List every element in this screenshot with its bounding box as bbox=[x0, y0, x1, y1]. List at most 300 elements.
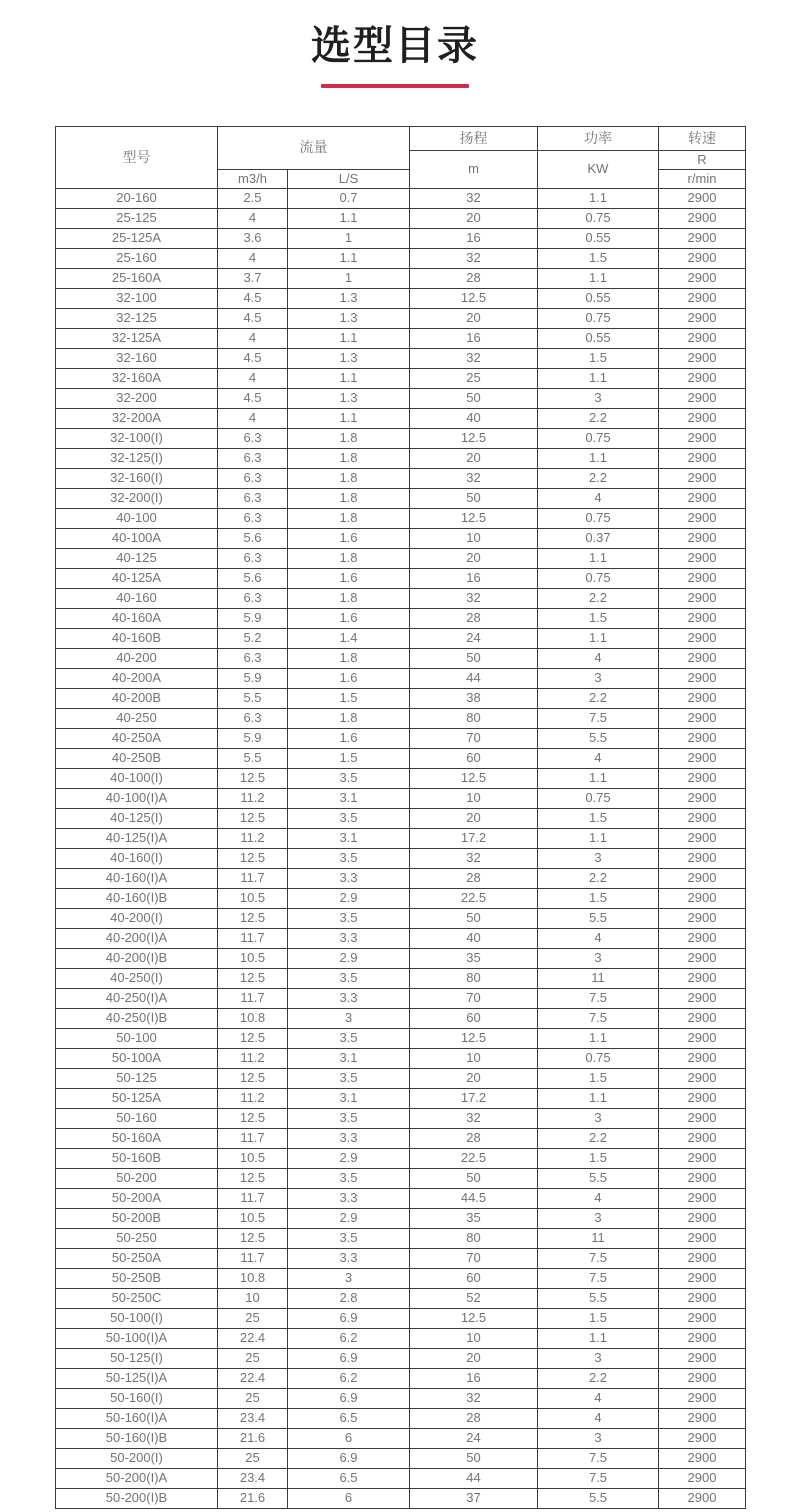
model-cell: 40-100(I)A bbox=[56, 789, 218, 809]
head-cell: 80 bbox=[410, 1229, 538, 1249]
speed-cell: 2900 bbox=[659, 1069, 746, 1089]
head-cell: 12.5 bbox=[410, 1309, 538, 1329]
table-header bbox=[56, 127, 746, 189]
flow-ls-cell: 3.1 bbox=[288, 789, 410, 809]
model-cell: 50-250A bbox=[56, 1249, 218, 1269]
column-header-head: 扬程 bbox=[410, 127, 538, 151]
head-cell: 50 bbox=[410, 389, 538, 409]
flow-ls-cell: 1.8 bbox=[288, 589, 410, 609]
flow-m3h-cell: 25 bbox=[218, 1449, 288, 1469]
head-cell: 22.5 bbox=[410, 889, 538, 909]
power-cell: 1.5 bbox=[538, 349, 659, 369]
power-cell: 5.5 bbox=[538, 729, 659, 749]
power-cell: 0.55 bbox=[538, 229, 659, 249]
power-cell: 4 bbox=[538, 489, 659, 509]
flow-m3h-cell: 5.5 bbox=[218, 749, 288, 769]
speed-cell: 2900 bbox=[659, 789, 746, 809]
table-row bbox=[56, 669, 746, 689]
flow-m3h-cell: 21.6 bbox=[218, 1429, 288, 1449]
model-cell: 40-160(I)B bbox=[56, 889, 218, 909]
flow-ls-cell: 1.3 bbox=[288, 389, 410, 409]
power-cell: 7.5 bbox=[538, 1009, 659, 1029]
flow-ls-cell: 6.9 bbox=[288, 1389, 410, 1409]
power-cell: 3 bbox=[538, 1209, 659, 1229]
flow-ls-cell: 2.9 bbox=[288, 1149, 410, 1169]
flow-ls-cell: 1.1 bbox=[288, 249, 410, 269]
flow-m3h-cell: 12.5 bbox=[218, 1069, 288, 1089]
head-cell: 80 bbox=[410, 969, 538, 989]
table-row bbox=[56, 809, 746, 829]
unit-header-head-m: m bbox=[410, 151, 538, 189]
flow-ls-cell: 1.8 bbox=[288, 649, 410, 669]
flow-m3h-cell: 10 bbox=[218, 1289, 288, 1309]
power-cell: 4 bbox=[538, 929, 659, 949]
flow-ls-cell: 3.5 bbox=[288, 1109, 410, 1129]
speed-cell: 2900 bbox=[659, 409, 746, 429]
speed-cell: 2900 bbox=[659, 509, 746, 529]
flow-m3h-cell: 12.5 bbox=[218, 909, 288, 929]
speed-cell: 2900 bbox=[659, 1209, 746, 1229]
speed-cell: 2900 bbox=[659, 569, 746, 589]
table-row bbox=[56, 1229, 746, 1249]
head-cell: 20 bbox=[410, 549, 538, 569]
flow-ls-cell: 3.3 bbox=[288, 869, 410, 889]
head-cell: 20 bbox=[410, 309, 538, 329]
flow-ls-cell: 3.1 bbox=[288, 1049, 410, 1069]
speed-cell: 2900 bbox=[659, 829, 746, 849]
power-cell: 1.1 bbox=[538, 1029, 659, 1049]
power-cell: 2.2 bbox=[538, 409, 659, 429]
flow-ls-cell: 1.4 bbox=[288, 629, 410, 649]
flow-m3h-cell: 11.2 bbox=[218, 829, 288, 849]
head-cell: 32 bbox=[410, 589, 538, 609]
model-cell: 50-125(I)A bbox=[56, 1369, 218, 1389]
model-cell: 50-100(I)A bbox=[56, 1329, 218, 1349]
head-cell: 10 bbox=[410, 789, 538, 809]
flow-m3h-cell: 4 bbox=[218, 369, 288, 389]
head-cell: 60 bbox=[410, 749, 538, 769]
flow-m3h-cell: 11.2 bbox=[218, 1049, 288, 1069]
speed-cell: 2900 bbox=[659, 889, 746, 909]
head-cell: 17.2 bbox=[410, 1089, 538, 1109]
model-cell: 40-100(I) bbox=[56, 769, 218, 789]
flow-m3h-cell: 4.5 bbox=[218, 389, 288, 409]
power-cell: 1.1 bbox=[538, 829, 659, 849]
flow-m3h-cell: 11.7 bbox=[218, 1189, 288, 1209]
head-cell: 32 bbox=[410, 1389, 538, 1409]
flow-m3h-cell: 4.5 bbox=[218, 289, 288, 309]
flow-ls-cell: 3.1 bbox=[288, 1089, 410, 1109]
speed-cell: 2900 bbox=[659, 309, 746, 329]
model-cell: 40-125(I) bbox=[56, 809, 218, 829]
model-cell: 40-250 bbox=[56, 709, 218, 729]
power-cell: 4 bbox=[538, 1189, 659, 1209]
table-row bbox=[56, 1109, 746, 1129]
speed-cell: 2900 bbox=[659, 969, 746, 989]
flow-m3h-cell: 11.7 bbox=[218, 1249, 288, 1269]
head-cell: 60 bbox=[410, 1009, 538, 1029]
speed-cell: 2900 bbox=[659, 849, 746, 869]
speed-cell: 2900 bbox=[659, 1469, 746, 1489]
speed-cell: 2900 bbox=[659, 249, 746, 269]
flow-m3h-cell: 5.9 bbox=[218, 729, 288, 749]
speed-cell: 2900 bbox=[659, 909, 746, 929]
model-cell: 40-125A bbox=[56, 569, 218, 589]
flow-ls-cell: 1.1 bbox=[288, 329, 410, 349]
table-row bbox=[56, 509, 746, 529]
speed-cell: 2900 bbox=[659, 549, 746, 569]
table-row bbox=[56, 1269, 746, 1289]
speed-cell: 2900 bbox=[659, 949, 746, 969]
table-row bbox=[56, 309, 746, 329]
table-row bbox=[56, 1249, 746, 1269]
speed-cell: 2900 bbox=[659, 1409, 746, 1429]
speed-cell: 2900 bbox=[659, 1129, 746, 1149]
power-cell: 0.75 bbox=[538, 309, 659, 329]
head-cell: 12.5 bbox=[410, 429, 538, 449]
power-cell: 1.5 bbox=[538, 809, 659, 829]
model-cell: 20-160 bbox=[56, 189, 218, 209]
speed-cell: 2900 bbox=[659, 869, 746, 889]
table-row bbox=[56, 1489, 746, 1509]
model-cell: 50-200 bbox=[56, 1169, 218, 1189]
table-row bbox=[56, 1209, 746, 1229]
speed-cell: 2900 bbox=[659, 1309, 746, 1329]
power-cell: 1.5 bbox=[538, 609, 659, 629]
power-cell: 0.37 bbox=[538, 529, 659, 549]
model-cell: 40-250A bbox=[56, 729, 218, 749]
title-underline-divider bbox=[321, 84, 469, 88]
model-cell: 40-160 bbox=[56, 589, 218, 609]
flow-m3h-cell: 10.5 bbox=[218, 1149, 288, 1169]
speed-cell: 2900 bbox=[659, 689, 746, 709]
model-cell: 40-250(I) bbox=[56, 969, 218, 989]
power-cell: 1.1 bbox=[538, 369, 659, 389]
model-cell: 40-160B bbox=[56, 629, 218, 649]
model-cell: 40-200A bbox=[56, 669, 218, 689]
table-row bbox=[56, 1329, 746, 1349]
model-cell: 32-160(I) bbox=[56, 469, 218, 489]
speed-cell: 2900 bbox=[659, 529, 746, 549]
table-row bbox=[56, 1309, 746, 1329]
table-row bbox=[56, 689, 746, 709]
unit-header-speed-r: R bbox=[659, 151, 746, 170]
flow-ls-cell: 1.5 bbox=[288, 689, 410, 709]
power-cell: 2.2 bbox=[538, 589, 659, 609]
flow-m3h-cell: 5.9 bbox=[218, 669, 288, 689]
flow-ls-cell: 3.3 bbox=[288, 1249, 410, 1269]
head-cell: 32 bbox=[410, 1109, 538, 1129]
flow-m3h-cell: 5.9 bbox=[218, 609, 288, 629]
flow-m3h-cell: 6.3 bbox=[218, 709, 288, 729]
head-cell: 10 bbox=[410, 1329, 538, 1349]
table-row bbox=[56, 1149, 746, 1169]
model-cell: 40-160(I)A bbox=[56, 869, 218, 889]
power-cell: 1.1 bbox=[538, 769, 659, 789]
table-row bbox=[56, 709, 746, 729]
flow-m3h-cell: 4 bbox=[218, 249, 288, 269]
flow-ls-cell: 1 bbox=[288, 269, 410, 289]
flow-ls-cell: 6.9 bbox=[288, 1349, 410, 1369]
table-row bbox=[56, 1409, 746, 1429]
speed-cell: 2900 bbox=[659, 709, 746, 729]
power-cell: 5.5 bbox=[538, 1289, 659, 1309]
speed-cell: 2900 bbox=[659, 1049, 746, 1069]
flow-m3h-cell: 6.3 bbox=[218, 549, 288, 569]
table-row bbox=[56, 209, 746, 229]
flow-ls-cell: 3 bbox=[288, 1269, 410, 1289]
power-cell: 0.75 bbox=[538, 789, 659, 809]
flow-m3h-cell: 4.5 bbox=[218, 309, 288, 329]
flow-ls-cell: 1 bbox=[288, 229, 410, 249]
flow-m3h-cell: 12.5 bbox=[218, 1029, 288, 1049]
power-cell: 7.5 bbox=[538, 1449, 659, 1469]
head-cell: 44 bbox=[410, 669, 538, 689]
model-cell: 50-100(I) bbox=[56, 1309, 218, 1329]
flow-m3h-cell: 10.5 bbox=[218, 889, 288, 909]
speed-cell: 2900 bbox=[659, 1029, 746, 1049]
model-cell: 32-125 bbox=[56, 309, 218, 329]
table-row bbox=[56, 289, 746, 309]
power-cell: 4 bbox=[538, 649, 659, 669]
speed-cell: 2900 bbox=[659, 729, 746, 749]
flow-ls-cell: 1.5 bbox=[288, 749, 410, 769]
flow-ls-cell: 1.8 bbox=[288, 429, 410, 449]
flow-ls-cell: 1.8 bbox=[288, 489, 410, 509]
power-cell: 7.5 bbox=[538, 1269, 659, 1289]
table-row bbox=[56, 989, 746, 1009]
power-cell: 2.2 bbox=[538, 689, 659, 709]
power-cell: 2.2 bbox=[538, 1369, 659, 1389]
table-row bbox=[56, 849, 746, 869]
head-cell: 16 bbox=[410, 569, 538, 589]
head-cell: 70 bbox=[410, 729, 538, 749]
table-row bbox=[56, 249, 746, 269]
head-cell: 17.2 bbox=[410, 829, 538, 849]
flow-ls-cell: 3.3 bbox=[288, 989, 410, 1009]
flow-m3h-cell: 22.4 bbox=[218, 1329, 288, 1349]
table-row bbox=[56, 1049, 746, 1069]
flow-ls-cell: 3.5 bbox=[288, 769, 410, 789]
power-cell: 7.5 bbox=[538, 709, 659, 729]
model-cell: 40-160A bbox=[56, 609, 218, 629]
model-cell: 40-200 bbox=[56, 649, 218, 669]
flow-ls-cell: 1.1 bbox=[288, 409, 410, 429]
power-cell: 1.5 bbox=[538, 1309, 659, 1329]
flow-ls-cell: 0.7 bbox=[288, 189, 410, 209]
flow-m3h-cell: 5.6 bbox=[218, 529, 288, 549]
table-body bbox=[56, 189, 746, 1509]
flow-ls-cell: 1.1 bbox=[288, 369, 410, 389]
head-cell: 32 bbox=[410, 189, 538, 209]
model-cell: 50-160B bbox=[56, 1149, 218, 1169]
column-header-model: 型号 bbox=[56, 127, 218, 189]
speed-cell: 2900 bbox=[659, 349, 746, 369]
model-cell: 40-250(I)A bbox=[56, 989, 218, 1009]
model-cell: 40-200(I) bbox=[56, 909, 218, 929]
speed-cell: 2900 bbox=[659, 1149, 746, 1169]
speed-cell: 2900 bbox=[659, 1229, 746, 1249]
flow-m3h-cell: 12.5 bbox=[218, 849, 288, 869]
flow-ls-cell: 2.9 bbox=[288, 1209, 410, 1229]
model-cell: 40-200B bbox=[56, 689, 218, 709]
head-cell: 20 bbox=[410, 809, 538, 829]
model-cell: 32-125(I) bbox=[56, 449, 218, 469]
table-row bbox=[56, 889, 746, 909]
speed-cell: 2900 bbox=[659, 809, 746, 829]
table-row bbox=[56, 1369, 746, 1389]
head-cell: 38 bbox=[410, 689, 538, 709]
head-cell: 28 bbox=[410, 609, 538, 629]
flow-ls-cell: 3.5 bbox=[288, 1169, 410, 1189]
table-row bbox=[56, 589, 746, 609]
power-cell: 1.5 bbox=[538, 249, 659, 269]
flow-m3h-cell: 4 bbox=[218, 409, 288, 429]
model-cell: 40-100A bbox=[56, 529, 218, 549]
flow-m3h-cell: 12.5 bbox=[218, 1169, 288, 1189]
speed-cell: 2900 bbox=[659, 329, 746, 349]
power-cell: 0.75 bbox=[538, 1049, 659, 1069]
table-row bbox=[56, 369, 746, 389]
power-cell: 2.2 bbox=[538, 1129, 659, 1149]
flow-m3h-cell: 23.4 bbox=[218, 1469, 288, 1489]
unit-header-power-kw: KW bbox=[538, 151, 659, 189]
flow-ls-cell: 3.5 bbox=[288, 849, 410, 869]
flow-ls-cell: 1.6 bbox=[288, 729, 410, 749]
power-cell: 1.5 bbox=[538, 1149, 659, 1169]
model-cell: 50-250 bbox=[56, 1229, 218, 1249]
model-cell: 32-125A bbox=[56, 329, 218, 349]
speed-cell: 2900 bbox=[659, 589, 746, 609]
head-cell: 50 bbox=[410, 1449, 538, 1469]
head-cell: 24 bbox=[410, 629, 538, 649]
speed-cell: 2900 bbox=[659, 1189, 746, 1209]
head-cell: 20 bbox=[410, 209, 538, 229]
speed-cell: 2900 bbox=[659, 269, 746, 289]
speed-cell: 2900 bbox=[659, 1349, 746, 1369]
power-cell: 0.75 bbox=[538, 509, 659, 529]
flow-m3h-cell: 25 bbox=[218, 1309, 288, 1329]
table-row bbox=[56, 1389, 746, 1409]
table-row bbox=[56, 329, 746, 349]
table-row bbox=[56, 569, 746, 589]
model-cell: 50-200A bbox=[56, 1189, 218, 1209]
flow-ls-cell: 3.5 bbox=[288, 1069, 410, 1089]
flow-m3h-cell: 4 bbox=[218, 329, 288, 349]
flow-ls-cell: 2.9 bbox=[288, 889, 410, 909]
flow-ls-cell: 1.8 bbox=[288, 709, 410, 729]
table-row bbox=[56, 1429, 746, 1449]
model-cell: 50-200B bbox=[56, 1209, 218, 1229]
model-cell: 50-125(I) bbox=[56, 1349, 218, 1369]
flow-m3h-cell: 6.3 bbox=[218, 589, 288, 609]
model-cell: 32-100(I) bbox=[56, 429, 218, 449]
table-row bbox=[56, 769, 746, 789]
flow-m3h-cell: 12.5 bbox=[218, 809, 288, 829]
table-row bbox=[56, 269, 746, 289]
flow-ls-cell: 1.6 bbox=[288, 609, 410, 629]
model-cell: 50-160(I) bbox=[56, 1389, 218, 1409]
power-cell: 0.75 bbox=[538, 429, 659, 449]
speed-cell: 2900 bbox=[659, 1389, 746, 1409]
flow-ls-cell: 6.5 bbox=[288, 1469, 410, 1489]
flow-m3h-cell: 3.6 bbox=[218, 229, 288, 249]
head-cell: 28 bbox=[410, 269, 538, 289]
speed-cell: 2900 bbox=[659, 1109, 746, 1129]
flow-ls-cell: 3.3 bbox=[288, 1189, 410, 1209]
head-cell: 28 bbox=[410, 1409, 538, 1429]
speed-cell: 2900 bbox=[659, 1169, 746, 1189]
table-row bbox=[56, 869, 746, 889]
speed-cell: 2900 bbox=[659, 1449, 746, 1469]
head-cell: 22.5 bbox=[410, 1149, 538, 1169]
power-cell: 4 bbox=[538, 1389, 659, 1409]
flow-m3h-cell: 2.5 bbox=[218, 189, 288, 209]
flow-m3h-cell: 12.5 bbox=[218, 769, 288, 789]
head-cell: 50 bbox=[410, 649, 538, 669]
head-cell: 32 bbox=[410, 469, 538, 489]
model-cell: 32-200A bbox=[56, 409, 218, 429]
power-cell: 0.55 bbox=[538, 329, 659, 349]
model-cell: 32-160 bbox=[56, 349, 218, 369]
model-cell: 50-200(I) bbox=[56, 1449, 218, 1469]
model-cell: 40-200(I)B bbox=[56, 949, 218, 969]
head-cell: 28 bbox=[410, 1129, 538, 1149]
header-row-1 bbox=[56, 127, 746, 151]
flow-ls-cell: 3.5 bbox=[288, 809, 410, 829]
table-row bbox=[56, 409, 746, 429]
table-row bbox=[56, 1029, 746, 1049]
flow-m3h-cell: 11.7 bbox=[218, 929, 288, 949]
head-cell: 32 bbox=[410, 849, 538, 869]
model-cell: 50-200(I)A bbox=[56, 1469, 218, 1489]
flow-m3h-cell: 21.6 bbox=[218, 1489, 288, 1509]
head-cell: 16 bbox=[410, 229, 538, 249]
model-cell: 40-125 bbox=[56, 549, 218, 569]
power-cell: 11 bbox=[538, 969, 659, 989]
head-cell: 32 bbox=[410, 249, 538, 269]
power-cell: 3 bbox=[538, 389, 659, 409]
model-cell: 50-100 bbox=[56, 1029, 218, 1049]
flow-m3h-cell: 25 bbox=[218, 1389, 288, 1409]
flow-m3h-cell: 22.4 bbox=[218, 1369, 288, 1389]
flow-ls-cell: 1.8 bbox=[288, 449, 410, 469]
head-cell: 25 bbox=[410, 369, 538, 389]
flow-m3h-cell: 25 bbox=[218, 1349, 288, 1369]
head-cell: 80 bbox=[410, 709, 538, 729]
flow-ls-cell: 3.3 bbox=[288, 929, 410, 949]
model-cell: 25-160 bbox=[56, 249, 218, 269]
head-cell: 70 bbox=[410, 1249, 538, 1269]
head-cell: 10 bbox=[410, 529, 538, 549]
power-cell: 1.5 bbox=[538, 1069, 659, 1089]
model-cell: 50-125 bbox=[56, 1069, 218, 1089]
flow-ls-cell: 1.3 bbox=[288, 309, 410, 329]
power-cell: 4 bbox=[538, 1409, 659, 1429]
table-row bbox=[56, 1469, 746, 1489]
flow-m3h-cell: 4 bbox=[218, 209, 288, 229]
flow-m3h-cell: 23.4 bbox=[218, 1409, 288, 1429]
head-cell: 60 bbox=[410, 1269, 538, 1289]
power-cell: 1.1 bbox=[538, 449, 659, 469]
head-cell: 20 bbox=[410, 1349, 538, 1369]
flow-m3h-cell: 11.2 bbox=[218, 789, 288, 809]
table-row bbox=[56, 1449, 746, 1469]
power-cell: 7.5 bbox=[538, 989, 659, 1009]
selection-catalog-table bbox=[55, 126, 746, 1509]
head-cell: 50 bbox=[410, 909, 538, 929]
flow-ls-cell: 6.2 bbox=[288, 1369, 410, 1389]
